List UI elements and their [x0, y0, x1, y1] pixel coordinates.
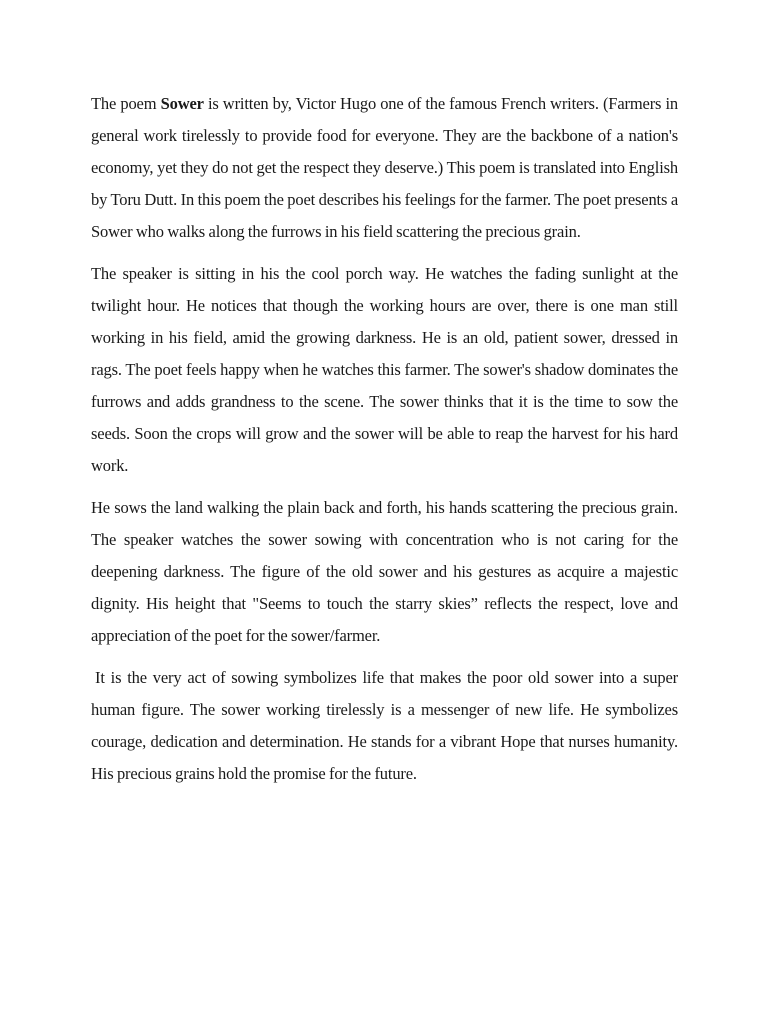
paragraph-intro: [91, 88, 678, 248]
document-page: [91, 88, 678, 800]
paragraph-speaker: The speaker is sitting in his the cool porch way. He watches the fading sunlight at the twilight hour. He notices that though the working hours are over, there is one man still working in his field, amid the growing darkness. He is an old, patient sower, dressed in rags. The poet feels happy when he watches this farmer. The sower's shadow dominates the furrows and adds grandness to the scene. The sower thinks that it is the time to sow the seeds. Soon the crops will grow and the sower will be able to reap the harvest for his hard work.: [91, 264, 678, 475]
paragraph-symbolism: It is the very act of sowing symbolizes life that makes the poor old sower into a super human figure. The sower working tirelessly is a messenger of new life. He symbolizes courage, dedication and determination. He stands for a vibrant Hope that nurses humanity. His precious grains hold the promise for the future.: [91, 668, 678, 783]
paragraph-intro-lead: The poem: [91, 94, 161, 113]
poem-title: Sower: [160, 94, 204, 113]
paragraph-intro-rest: is written by, Victor Hugo one of the famous French writers. (Farmers in general work tirelessly to provide food for everyone. They are the backbone of a nation's economy, yet they do not get the respect they deserve.) This poem is translated into English by Toru Dutt. In this poem the poet describes his feelings for the farmer. The poet presents a Sower who walks along the furrows in his field scattering the precious grain.: [91, 94, 678, 241]
paragraph-sowing: He sows the land walking the plain back and forth, his hands scattering the precious grain. The speaker watches the sower sowing with concentration who is not caring for the deepening darkness. The figure of the old sower and his gestures as acquire a majestic dignity. His height that "Seems to touch the starry skies” reflects the respect, love and appreciation of the poet for the sower/farmer.: [91, 498, 678, 645]
